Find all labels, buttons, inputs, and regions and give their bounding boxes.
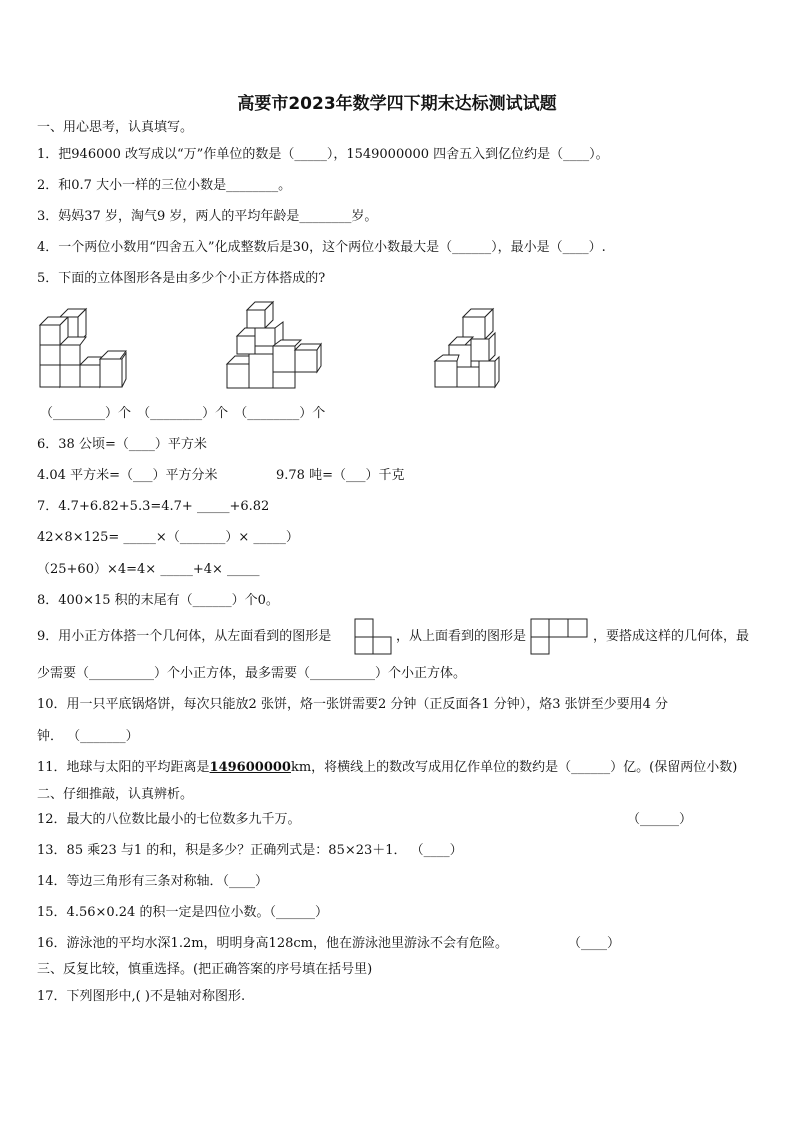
question-9-part1: 9．用小正方体搭一个几何体，从左面看到的图形是 [37,629,332,644]
cube-figure-a [38,305,130,391]
question-5: 5．下面的立体图形各是由多少个小正方体搭成的? [37,271,326,286]
question-3: 3．妈妈37 岁，淘气9 岁，两人的平均年龄是________岁。 [37,209,378,224]
question-9-part3: ，要搭成这样的几何体，最 [593,629,750,644]
question-6c: 9.78 吨=（___）千克 [276,468,405,483]
page-title: 高要市2023年数学四下期末达标测试试题 [237,94,557,114]
question-11-part1: 11．地球与太阳的平均距离是 [37,760,210,775]
question-14: 14．等边三角形有三条对称轴．（____） [37,874,269,889]
question-7c: （25+60）×4=4× _____+4× _____ [37,562,260,577]
question-16-blank: （____） [568,936,621,951]
section-2-heading: 二、仔细推敲，认真辨析。 [37,787,194,802]
question-4: 4．一个两位小数用“四舍五入”化成整数后是30，这个两位小数最大是（______），最小是（____）. [37,240,606,255]
question-2: 2．和0.7 大小一样的三位小数是________。 [37,178,292,193]
question-11-underlined-number: 149600000 [209,760,291,775]
question-12-blank: （______） [627,812,693,827]
question-17: 17．下列图形中,( )不是轴对称图形. [37,989,246,1004]
section-1-heading: 一、用心思考，认真填写。 [37,120,194,135]
question-10-line1: 10．用一只平底锅烙饼，每次只能放2 张饼，烙一张饼需要2 分钟（正反面各1 分钟），烙3 张饼至少要用4 分 [37,697,669,712]
question-13: 13．85 乘23 与1 的和，积是多少？正确列式是：85×23＋1． （____） [37,843,463,858]
question-9-line2: 少需要（__________）个小正方体，最多需要（__________）个小正方体。 [37,666,467,681]
cube-figure-c [433,305,503,391]
question-7b: 42×8×125= _____×（_______）× _____） [37,530,299,545]
question-10-line2: 钟． （_______） [37,729,139,744]
question-6a: 6．38 公顷=（____）平方米 [37,437,207,452]
cube-figure-b [225,300,325,392]
question-12: 12．最大的八位数比最小的七位数多九千万。 [37,812,301,827]
question-11-part2: km，将横线上的数改写成用亿作单位的数约是（______）亿。(保留两位小数) [290,760,738,775]
question-8: 8．400×15 积的末尾有（______）个0。 [37,593,279,608]
question-15: 15．4.56×0.24 的积一定是四位小数。（______） [37,905,328,920]
question-9-part2: ，从上面看到的图形是 [396,629,527,644]
question-1: 1．把946000 改写成以“万”作单位的数是（_____），1549000000 四舍五入到亿位约是（____）。 [37,147,609,162]
question-6b: 4.04 平方米=（___）平方分米 [37,468,218,483]
top-view-figure [530,618,590,656]
section-3-heading: 三、反复比较，慎重选择。(把正确答案的序号填在括号里) [37,962,373,977]
question-16: 16．游泳池的平均水深1.2m，明明身高128cm，他在游泳池里游泳不会有危险。 [37,936,508,951]
question-5-answers: （________）个 （________）个 （________）个 [40,406,326,421]
left-view-figure [354,618,394,656]
question-11 [37,760,737,776]
question-7a: 7．4.7+6.82+5.3=4.7+ _____+6.82 [37,499,270,514]
